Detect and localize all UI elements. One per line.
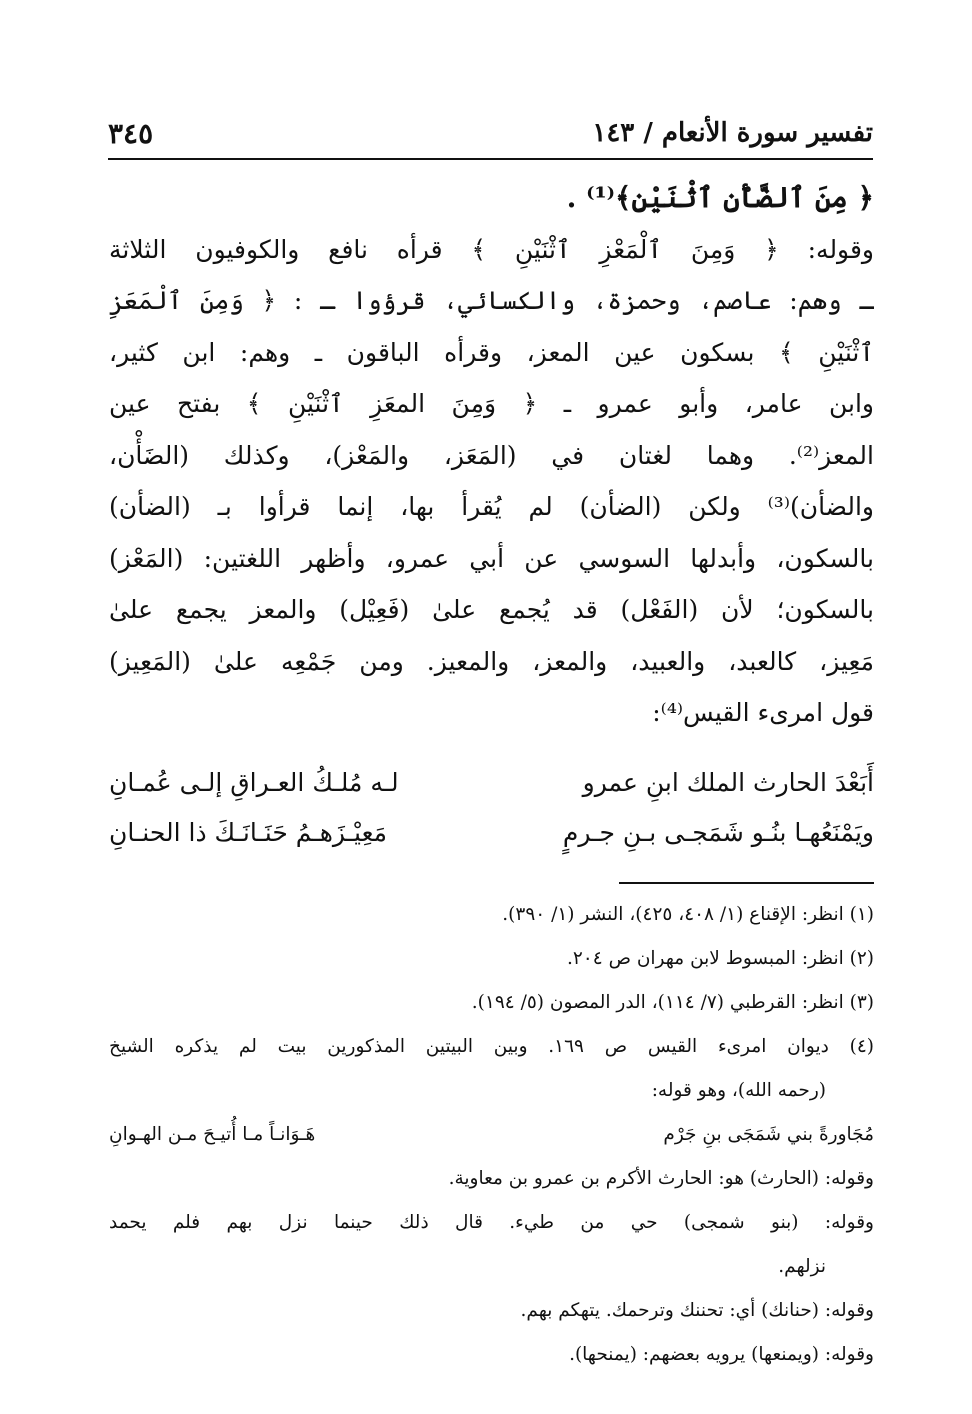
- footnote-1: (١) انظر: الإقناع (١/ ٤٠٨، ٤٢٥)، النشر (١/ ٣٩٠).: [502, 904, 874, 925]
- text-line: مَعِيز، كالعبد، والعبيد، والمعز، والمعيز. ومن جَمْعِه علىٰ (المَعِيز): [109, 646, 874, 676]
- footnotes: [109, 893, 874, 1377]
- page-header: [108, 108, 873, 160]
- page-number: ٣٤٥: [108, 116, 154, 150]
- footnote-4-line: (رحمه الله)، وهو قوله:: [651, 1080, 826, 1101]
- footnote-4-line: وقوله: (ويمنعها) يرويه بعضهم: (يمنحها).: [569, 1344, 874, 1365]
- verse-first-hemistich: أَبَعْدَ الحارث الملك ابنِ عمرو: [582, 768, 874, 797]
- verse-second-hemistich: لـه مُلـكُ العـراقِ إلـى عُمـانِ: [109, 768, 399, 797]
- footnote-4: (٤) ديوان امرىء القيس ص ١٦٩. وبين البيتين المذكورين بيت لم يذكره الشيخ: [109, 1036, 874, 1057]
- text-line: ـ وهم: عاصم، وحمزة، والكسائي، قرؤوا ـ : ﴿ وَمِنَ ٱلْمَعَزِ: [109, 286, 874, 315]
- text-line: بالسكون؛ لأن (الفَعْل) قد يُجمع علىٰ (فَعِيْل) والمعز يجمع علىٰ: [109, 595, 874, 624]
- verse-first-hemistich: ويَمْنَعُهـا بنُـو شَمَجـى بـنِ جـرمٍ: [562, 818, 874, 847]
- footnote-verse: [109, 1113, 874, 1157]
- verse-row: [109, 808, 874, 858]
- footnote-3: (٣) انظر: القرطبي (٧/ ١١٤)، الدر المصون (٥/ ١٩٤).: [471, 992, 874, 1013]
- footnote-4-line: وقوله: (بنو شمجى) حي من طيء. قال ذلك حينما نزل بهم فلم يحمد: [109, 1212, 874, 1233]
- footnote-4-line: نزلهم.: [778, 1256, 826, 1277]
- text-line: والضأن)⁽³⁾ ولكن (الضأن) لم يُقرأ بها، إنما قرأوا بـ (الضأن): [109, 492, 874, 521]
- text-line: بالسكون، وأبدلها السوسي عن أبي عمرو، وأظهر اللغتين: (المَعْز): [109, 543, 874, 573]
- text-line: ٱثْنَيْنِ ﴾ بسكون عين المعز، وقرأه الباقون ـ وهم: ابن كثير،: [109, 337, 874, 367]
- text-line: ﴿ مِنَ ٱلضَّأْنِ ٱثْنَيْنِ﴾⁽¹⁾ .: [566, 181, 874, 214]
- running-title: تفسير سورة الأنعام / ١٤٣: [592, 118, 873, 148]
- verse-second-hemistich: مَعِيْـزَهـمُ حَنَـانَـكَ ذا الحنـانِ: [109, 818, 388, 847]
- footnote-verse-first-hemistich: مُجَاورةً بني شَمَجَى بنِ جَرْم: [663, 1124, 874, 1145]
- verse-row: [109, 758, 874, 808]
- footnote-2: (٢) انظر: المبسوط لابن مهران ص ٢٠٤.: [566, 948, 874, 969]
- poetry-verse: [109, 758, 874, 858]
- footnote-4-line: وقوله: (حنانك) أي: تحننك وترحمك. يتهكم بهم.: [520, 1300, 874, 1321]
- text-line: وقوله: ﴿ وَمِنَ ٱلْمَعْزِ ٱثْنَيْنِ ﴾ قرأه نافع والكوفيون الثلاثة: [109, 234, 874, 264]
- footnote-verse-second-hemistich: هَـوَانـاً مـا أُتيـحَ مـن الهـوانِ: [109, 1124, 316, 1145]
- main-text: [109, 172, 874, 739]
- text-line: وابن عامر، وأبو عمرو ـ ﴿ وَمِنَ المعَزِ ٱثْنَيْنِ ﴾ بفتح عين: [109, 389, 874, 418]
- footnote-separator: [619, 882, 874, 884]
- text-line: المعز⁽²⁾. وهما لغتان في (المَعَز، والمَعْز)، وكذلك (الضَأْن،: [109, 440, 874, 470]
- footnote-4-line: وقوله: (الحارث) هو: الحارث الأكرم بن عمرو بن معاوية.: [448, 1168, 874, 1189]
- text-line: قول امرىء القيس⁽⁴⁾:: [652, 698, 874, 727]
